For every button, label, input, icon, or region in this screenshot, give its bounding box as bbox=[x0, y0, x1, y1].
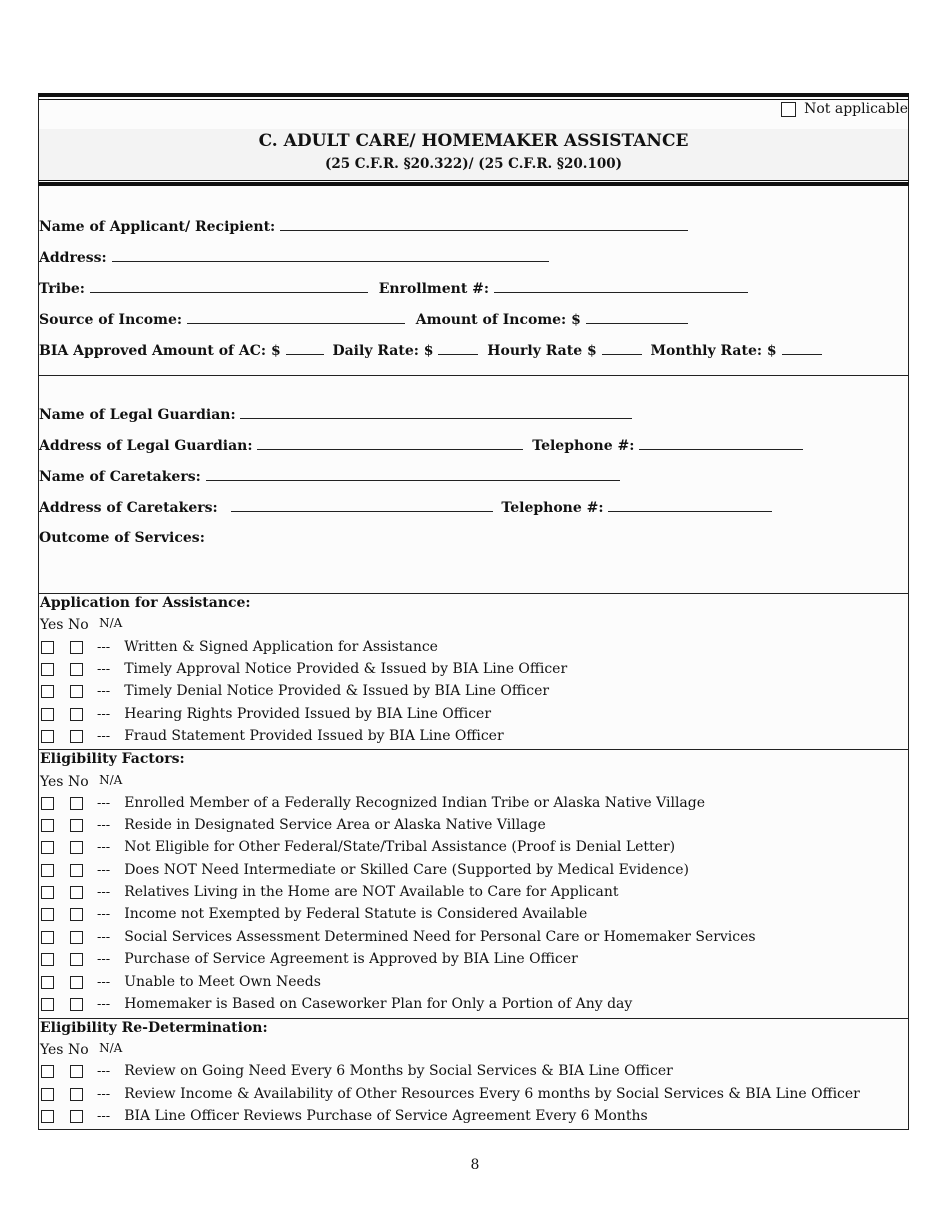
no-checkbox[interactable] bbox=[70, 931, 83, 944]
no-checkbox[interactable] bbox=[70, 1065, 83, 1078]
source-income-line[interactable] bbox=[187, 311, 405, 324]
guardian-telephone-line[interactable] bbox=[639, 437, 803, 450]
page-number: 8 bbox=[470, 1157, 480, 1173]
bia-amount-line[interactable] bbox=[286, 342, 324, 355]
application-section-title: Application for Assistance: bbox=[40, 595, 251, 611]
dash: --- bbox=[97, 951, 111, 967]
header-rule-thick bbox=[38, 182, 909, 186]
rates-field[interactable] bbox=[39, 342, 822, 359]
na-label: N/A bbox=[99, 773, 123, 787]
no-checkbox[interactable] bbox=[70, 908, 83, 921]
monthly-rate-label: Monthly Rate: $ bbox=[650, 343, 777, 359]
dash: --- bbox=[97, 862, 111, 878]
item-label: Enrolled Member of a Federally Recognized Indian Tribe or Alaska Native Village bbox=[124, 795, 706, 811]
caretakers-telephone-line[interactable] bbox=[608, 499, 772, 512]
yes-checkbox[interactable] bbox=[41, 976, 54, 989]
daily-rate-label: Daily Rate: $ bbox=[332, 343, 434, 359]
checklist-item[interactable] bbox=[41, 839, 675, 855]
income-field[interactable] bbox=[39, 311, 688, 328]
checklist-item[interactable] bbox=[41, 817, 546, 833]
yes-no-na-header bbox=[40, 773, 122, 790]
checklist-item[interactable] bbox=[41, 862, 689, 878]
top-rule-thick bbox=[38, 93, 909, 97]
item-label: Timely Denial Notice Provided & Issued by BIA Line Officer bbox=[124, 683, 550, 699]
eligibility-section-title: Eligibility Factors: bbox=[40, 751, 185, 767]
caretakers-address-label: Address of Caretakers: bbox=[39, 500, 218, 516]
dash: --- bbox=[97, 1086, 111, 1102]
no-checkbox[interactable] bbox=[70, 976, 83, 989]
na-label: N/A bbox=[99, 1041, 123, 1055]
no-checkbox[interactable] bbox=[70, 886, 83, 899]
checklist-item[interactable] bbox=[41, 1086, 860, 1102]
section-subtitle: (25 C.F.R. §20.322)/ (25 C.F.R. §20.100) bbox=[324, 156, 623, 172]
guardian-address-line[interactable] bbox=[257, 437, 523, 450]
yes-label: Yes bbox=[40, 1042, 64, 1058]
item-label: Review Income & Availability of Other Resources Every 6 months by Social Services & BIA Line Officer bbox=[124, 1086, 860, 1102]
outcome-label: Outcome of Services: bbox=[39, 530, 205, 546]
dash: --- bbox=[97, 1108, 111, 1124]
dash: --- bbox=[97, 996, 111, 1012]
dash: --- bbox=[97, 817, 111, 833]
item-label: Written & Signed Application for Assistance bbox=[124, 639, 438, 655]
yes-checkbox[interactable] bbox=[41, 730, 54, 743]
no-checkbox[interactable] bbox=[70, 708, 83, 721]
caretakers-address-field[interactable] bbox=[39, 499, 772, 516]
source-income-label: Source of Income: bbox=[39, 312, 183, 328]
tribe-label: Tribe: bbox=[39, 281, 85, 297]
dash: --- bbox=[97, 728, 111, 744]
guardian-name-label: Name of Legal Guardian: bbox=[39, 407, 236, 423]
checklist-item[interactable] bbox=[41, 795, 705, 811]
not-applicable-checkbox[interactable] bbox=[781, 102, 796, 117]
no-checkbox[interactable] bbox=[70, 730, 83, 743]
outcome-field bbox=[39, 530, 205, 546]
no-label: No bbox=[67, 774, 89, 790]
item-label: Does NOT Need Intermediate or Skilled Care (Supported by Medical Evidence) bbox=[124, 862, 690, 878]
checklist-item[interactable] bbox=[41, 706, 491, 722]
guardian-name-field[interactable] bbox=[39, 406, 632, 423]
yes-checkbox[interactable] bbox=[41, 819, 54, 832]
no-checkbox[interactable] bbox=[70, 685, 83, 698]
yes-checkbox[interactable] bbox=[41, 998, 54, 1011]
no-label: No bbox=[67, 617, 89, 633]
item-label: Income not Exempted by Federal Statute is Considered Available bbox=[124, 906, 588, 922]
na-label: N/A bbox=[99, 616, 123, 630]
adult-care-form bbox=[38, 93, 909, 1130]
guardian-telephone-label: Telephone #: bbox=[532, 438, 635, 454]
dash: --- bbox=[97, 639, 111, 655]
caretakers-name-line[interactable] bbox=[206, 468, 620, 481]
dash: --- bbox=[97, 906, 111, 922]
divider bbox=[38, 1018, 909, 1019]
enrollment-label: Enrollment #: bbox=[378, 281, 490, 297]
checklist-item[interactable] bbox=[41, 906, 587, 922]
amount-income-label: Amount of Income: $ bbox=[415, 312, 581, 328]
redetermination-section-title: Eligibility Re-Determination: bbox=[40, 1020, 268, 1036]
checklist-item[interactable] bbox=[41, 661, 567, 677]
yes-checkbox[interactable] bbox=[41, 953, 54, 966]
item-label: Unable to Meet Own Needs bbox=[124, 974, 321, 990]
checklist-item[interactable] bbox=[41, 728, 504, 744]
checklist-item[interactable] bbox=[41, 951, 578, 967]
yes-checkbox[interactable] bbox=[41, 663, 54, 676]
header-rule-thin bbox=[38, 180, 909, 181]
dash: --- bbox=[97, 795, 111, 811]
yes-checkbox[interactable] bbox=[41, 708, 54, 721]
no-checkbox[interactable] bbox=[70, 819, 83, 832]
yes-checkbox[interactable] bbox=[41, 1110, 54, 1123]
dash: --- bbox=[97, 884, 111, 900]
yes-checkbox[interactable] bbox=[41, 908, 54, 921]
item-label: Fraud Statement Provided Issued by BIA Line Officer bbox=[124, 728, 504, 744]
item-label: Relatives Living in the Home are NOT Available to Care for Applicant bbox=[124, 884, 619, 900]
dash: --- bbox=[97, 683, 111, 699]
guardian-address-field[interactable] bbox=[39, 437, 803, 454]
yes-checkbox[interactable] bbox=[41, 931, 54, 944]
dash: --- bbox=[97, 839, 111, 855]
item-label: Reside in Designated Service Area or Alaska Native Village bbox=[124, 817, 546, 833]
daily-rate-line[interactable] bbox=[438, 342, 478, 355]
tribe-line[interactable] bbox=[90, 280, 368, 293]
item-label: Purchase of Service Agreement is Approved by BIA Line Officer bbox=[124, 951, 578, 967]
caretakers-name-label: Name of Caretakers: bbox=[39, 469, 201, 485]
no-checkbox[interactable] bbox=[70, 797, 83, 810]
guardian-address-label: Address of Legal Guardian: bbox=[39, 438, 253, 454]
checklist-item[interactable] bbox=[41, 996, 632, 1012]
yes-no-na-header bbox=[40, 1041, 122, 1058]
checklist-item[interactable] bbox=[41, 929, 756, 945]
checklist-item[interactable] bbox=[41, 1063, 673, 1079]
guardian-name-line[interactable] bbox=[240, 406, 632, 419]
checklist-item[interactable] bbox=[41, 884, 618, 900]
yes-label: Yes bbox=[40, 774, 64, 790]
no-checkbox[interactable] bbox=[70, 953, 83, 966]
item-label: Social Services Assessment Determined Need for Personal Care or Homemaker Services bbox=[124, 929, 756, 945]
no-checkbox[interactable] bbox=[70, 841, 83, 854]
yes-no-na-header bbox=[40, 616, 122, 633]
applicant-name-line[interactable] bbox=[280, 218, 688, 231]
applicant-name-field[interactable] bbox=[39, 218, 688, 235]
divider bbox=[38, 375, 909, 376]
address-field[interactable] bbox=[39, 249, 549, 266]
caretakers-name-field[interactable] bbox=[39, 468, 620, 485]
checklist-item[interactable] bbox=[41, 974, 321, 990]
top-rule-thin bbox=[38, 99, 909, 100]
item-label: Homemaker is Based on Caseworker Plan for Only a Portion of Any day bbox=[124, 996, 633, 1012]
section-title: C. ADULT CARE/ HOMEMAKER ASSISTANCE bbox=[258, 131, 689, 151]
no-checkbox[interactable] bbox=[70, 641, 83, 654]
item-label: Hearing Rights Provided Issued by BIA Line Officer bbox=[124, 706, 492, 722]
yes-checkbox[interactable] bbox=[41, 641, 54, 654]
checklist-item[interactable] bbox=[41, 1108, 648, 1124]
yes-checkbox[interactable] bbox=[41, 886, 54, 899]
caretakers-telephone-label: Telephone #: bbox=[501, 500, 604, 516]
amount-income-line[interactable] bbox=[586, 311, 688, 324]
no-label: No bbox=[67, 1042, 89, 1058]
no-checkbox[interactable] bbox=[70, 864, 83, 877]
dash: --- bbox=[97, 1063, 111, 1079]
dash: --- bbox=[97, 974, 111, 990]
tribe-field[interactable] bbox=[39, 280, 748, 297]
item-label: Not Eligible for Other Federal/State/Tribal Assistance (Proof is Denial Letter) bbox=[124, 839, 676, 855]
yes-checkbox[interactable] bbox=[41, 841, 54, 854]
checklist-item[interactable] bbox=[41, 683, 549, 699]
address-line[interactable] bbox=[112, 249, 549, 262]
monthly-rate-line[interactable] bbox=[782, 342, 822, 355]
yes-checkbox[interactable] bbox=[41, 797, 54, 810]
hourly-rate-label: Hourly Rate $ bbox=[487, 343, 597, 359]
applicant-name-label: Name of Applicant/ Recipient: bbox=[39, 219, 276, 235]
yes-checkbox[interactable] bbox=[41, 1088, 54, 1101]
item-label: Review on Going Need Every 6 Months by Social Services & BIA Line Officer bbox=[124, 1063, 673, 1079]
caretakers-address-line[interactable] bbox=[231, 499, 493, 512]
item-label: Timely Approval Notice Provided & Issued by BIA Line Officer bbox=[124, 661, 568, 677]
no-checkbox[interactable] bbox=[70, 663, 83, 676]
not-applicable-option[interactable] bbox=[781, 101, 908, 117]
dash: --- bbox=[97, 706, 111, 722]
no-checkbox[interactable] bbox=[70, 1110, 83, 1123]
yes-checkbox[interactable] bbox=[41, 864, 54, 877]
yes-checkbox[interactable] bbox=[41, 685, 54, 698]
divider bbox=[38, 593, 909, 594]
checklist-item[interactable] bbox=[41, 639, 438, 655]
dash: --- bbox=[97, 661, 111, 677]
hourly-rate-line[interactable] bbox=[602, 342, 642, 355]
dash: --- bbox=[97, 929, 111, 945]
no-checkbox[interactable] bbox=[70, 1088, 83, 1101]
enrollment-line[interactable] bbox=[494, 280, 748, 293]
not-applicable-label: Not applicable bbox=[804, 101, 908, 117]
item-label: BIA Line Officer Reviews Purchase of Service Agreement Every 6 Months bbox=[124, 1108, 648, 1124]
divider bbox=[38, 749, 909, 750]
yes-checkbox[interactable] bbox=[41, 1065, 54, 1078]
no-checkbox[interactable] bbox=[70, 998, 83, 1011]
yes-label: Yes bbox=[40, 617, 64, 633]
bia-amount-label: BIA Approved Amount of AC: $ bbox=[39, 343, 281, 359]
address-label: Address: bbox=[39, 250, 107, 266]
